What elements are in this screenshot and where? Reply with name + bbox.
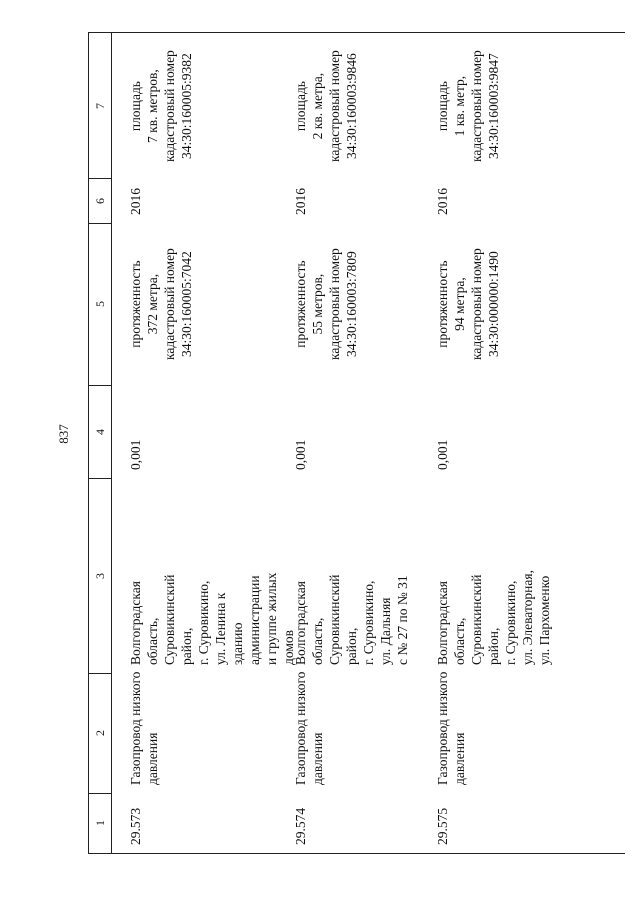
row-1-address-line: зданию (230, 622, 245, 665)
page-number: 837 (56, 424, 71, 444)
row-1-area-line: 34:30:160005:9382 (179, 53, 194, 159)
row-2-address-line: ул. Дальняя (378, 597, 393, 665)
row-1-address-line: домов (281, 629, 296, 665)
row-3-value-line: 0,001 (435, 439, 450, 470)
row-3-number-line: 29.575 (435, 807, 450, 845)
row-1-area-line: площадь (128, 81, 143, 132)
column-header-5-line: 5 (93, 301, 107, 307)
column-header-6-text (93, 198, 107, 204)
row-1-address-line: ул. Ленина к (213, 592, 228, 665)
header-column-divider (89, 178, 111, 179)
row-1-address-line: администрации (247, 575, 262, 665)
row-2-extent-line: 55 метров, (310, 273, 325, 335)
row-3-year-line: 2016 (435, 188, 450, 215)
header-divider (111, 33, 112, 853)
row-1-number-line: 29.573 (128, 807, 143, 845)
header-column-divider (89, 478, 111, 479)
header-column-divider (89, 223, 111, 224)
row-3-address-line: Волгоградская (435, 581, 450, 665)
column-header-2-text (93, 730, 107, 736)
row-3-area-line: кадастровый номер (469, 50, 484, 162)
row-3-address-line: г. Суровикино, (503, 580, 518, 665)
row-3-name-line: Газопровод низкого (435, 671, 450, 785)
row-1-address-line: район, (179, 627, 194, 665)
row-1-address-line: Волгоградская (128, 581, 143, 665)
row-3-area-line: площадь (435, 81, 450, 132)
row-3-area-text (434, 50, 502, 162)
row-2-value-text (292, 440, 309, 470)
row-2-address-text (292, 574, 411, 665)
row-2-name-line: давления (310, 732, 325, 785)
row-2-address-line: область, (310, 617, 325, 665)
column-header-5-text (93, 301, 107, 307)
row-1-extent-line: кадастровый номер (162, 248, 177, 360)
row-2-address-line: с № 27 по № 31 (395, 575, 410, 665)
row-2-extent-line: 34:30:160003:7809 (344, 251, 359, 357)
row-1-address-line: область, (145, 617, 160, 665)
column-header-1-text (93, 820, 107, 826)
row-2-year-text (292, 188, 309, 215)
row-1-address-line: и группе жилых (264, 572, 279, 665)
row-2-address-line: район, (344, 627, 359, 665)
row-3-number-text (434, 808, 451, 845)
row-3-extent-line: 34:30:000000:1490 (486, 251, 501, 357)
row-3-address-line: район, (486, 627, 501, 665)
column-header-3-text (93, 573, 107, 579)
row-2-area-line: 2 кв. метра, (310, 72, 325, 140)
row-1-value-text (127, 440, 144, 470)
row-1-number-text (127, 808, 144, 845)
row-1-address-line: г. Суровикино, (196, 580, 211, 665)
column-header-4-line: 4 (93, 429, 107, 435)
row-1-value-line: 0,001 (128, 439, 143, 470)
row-3-address-line: Суровикинский (469, 574, 484, 665)
row-3-year-text (434, 188, 451, 215)
row-2-value-line: 0,001 (293, 439, 308, 470)
row-3-value-text (434, 440, 451, 470)
row-2-address-line: Волгоградская (293, 581, 308, 665)
column-header-4-text (93, 429, 107, 435)
row-1-extent-line: 372 метра, (145, 273, 160, 335)
row-3-address-line: область, (452, 617, 467, 665)
row-3-address-text (434, 570, 553, 665)
row-2-extent-line: кадастровый номер (327, 248, 342, 360)
row-1-name-line: давления (145, 732, 160, 785)
row-2-extent-text (292, 248, 360, 360)
column-header-6-line: 6 (93, 198, 107, 204)
row-3-extent-line: кадастровый номер (469, 248, 484, 360)
row-2-address-line: г. Суровикино, (361, 580, 376, 665)
row-2-address-line: Суровикинский (327, 574, 342, 665)
row-3-extent-text (434, 248, 502, 360)
row-3-extent-line: 94 метра, (452, 277, 467, 331)
property-table (88, 32, 625, 854)
column-header-7-line: 7 (93, 103, 107, 109)
row-2-area-text (292, 50, 360, 162)
row-1-name-text (127, 672, 161, 785)
row-1-year-line: 2016 (128, 188, 143, 215)
row-1-address-line: Суровикинский (162, 574, 177, 665)
row-1-name-line: Газопровод низкого (128, 671, 143, 785)
row-1-extent-line: 34:30:160005:7042 (179, 251, 194, 357)
row-3-name-line: давления (452, 732, 467, 785)
row-1-area-text (127, 50, 195, 162)
column-header-1-line: 1 (93, 820, 107, 826)
row-2-name-line: Газопровод низкого (293, 671, 308, 785)
row-2-number-text (292, 808, 309, 845)
header-column-divider (89, 385, 111, 386)
row-3-extent-line: протяженность (435, 260, 450, 348)
row-3-area-line: 34:30:160003:9847 (486, 53, 501, 159)
row-3-area-line: 1 кв. метр, (452, 75, 467, 137)
column-header-3-line: 3 (93, 573, 107, 579)
column-header-2-line: 2 (93, 730, 107, 736)
row-1-area-line: кадастровый номер (162, 50, 177, 162)
column-header-7-text (93, 103, 107, 109)
row-1-extent-line: протяженность (128, 260, 143, 348)
row-1-extent-text (127, 248, 195, 360)
row-2-extent-line: протяженность (293, 260, 308, 348)
row-1-area-line: 7 кв. метров, (145, 69, 160, 143)
row-3-address-line: ул. Пархоменко (537, 575, 552, 665)
row-3-name-text (434, 672, 468, 785)
row-2-area-line: кадастровый номер (327, 50, 342, 162)
row-1-year-text (127, 188, 144, 215)
row-2-year-line: 2016 (293, 188, 308, 215)
row-1-address-text (127, 573, 297, 665)
row-2-number-line: 29.574 (293, 807, 308, 845)
row-3-address-line: ул. Элеваторная, (520, 570, 535, 665)
row-2-area-line: 34:30:160003:9846 (344, 53, 359, 159)
header-column-divider (89, 793, 111, 794)
row-2-name-text (292, 672, 326, 785)
row-2-area-line: площадь (293, 81, 308, 132)
header-column-divider (89, 673, 111, 674)
